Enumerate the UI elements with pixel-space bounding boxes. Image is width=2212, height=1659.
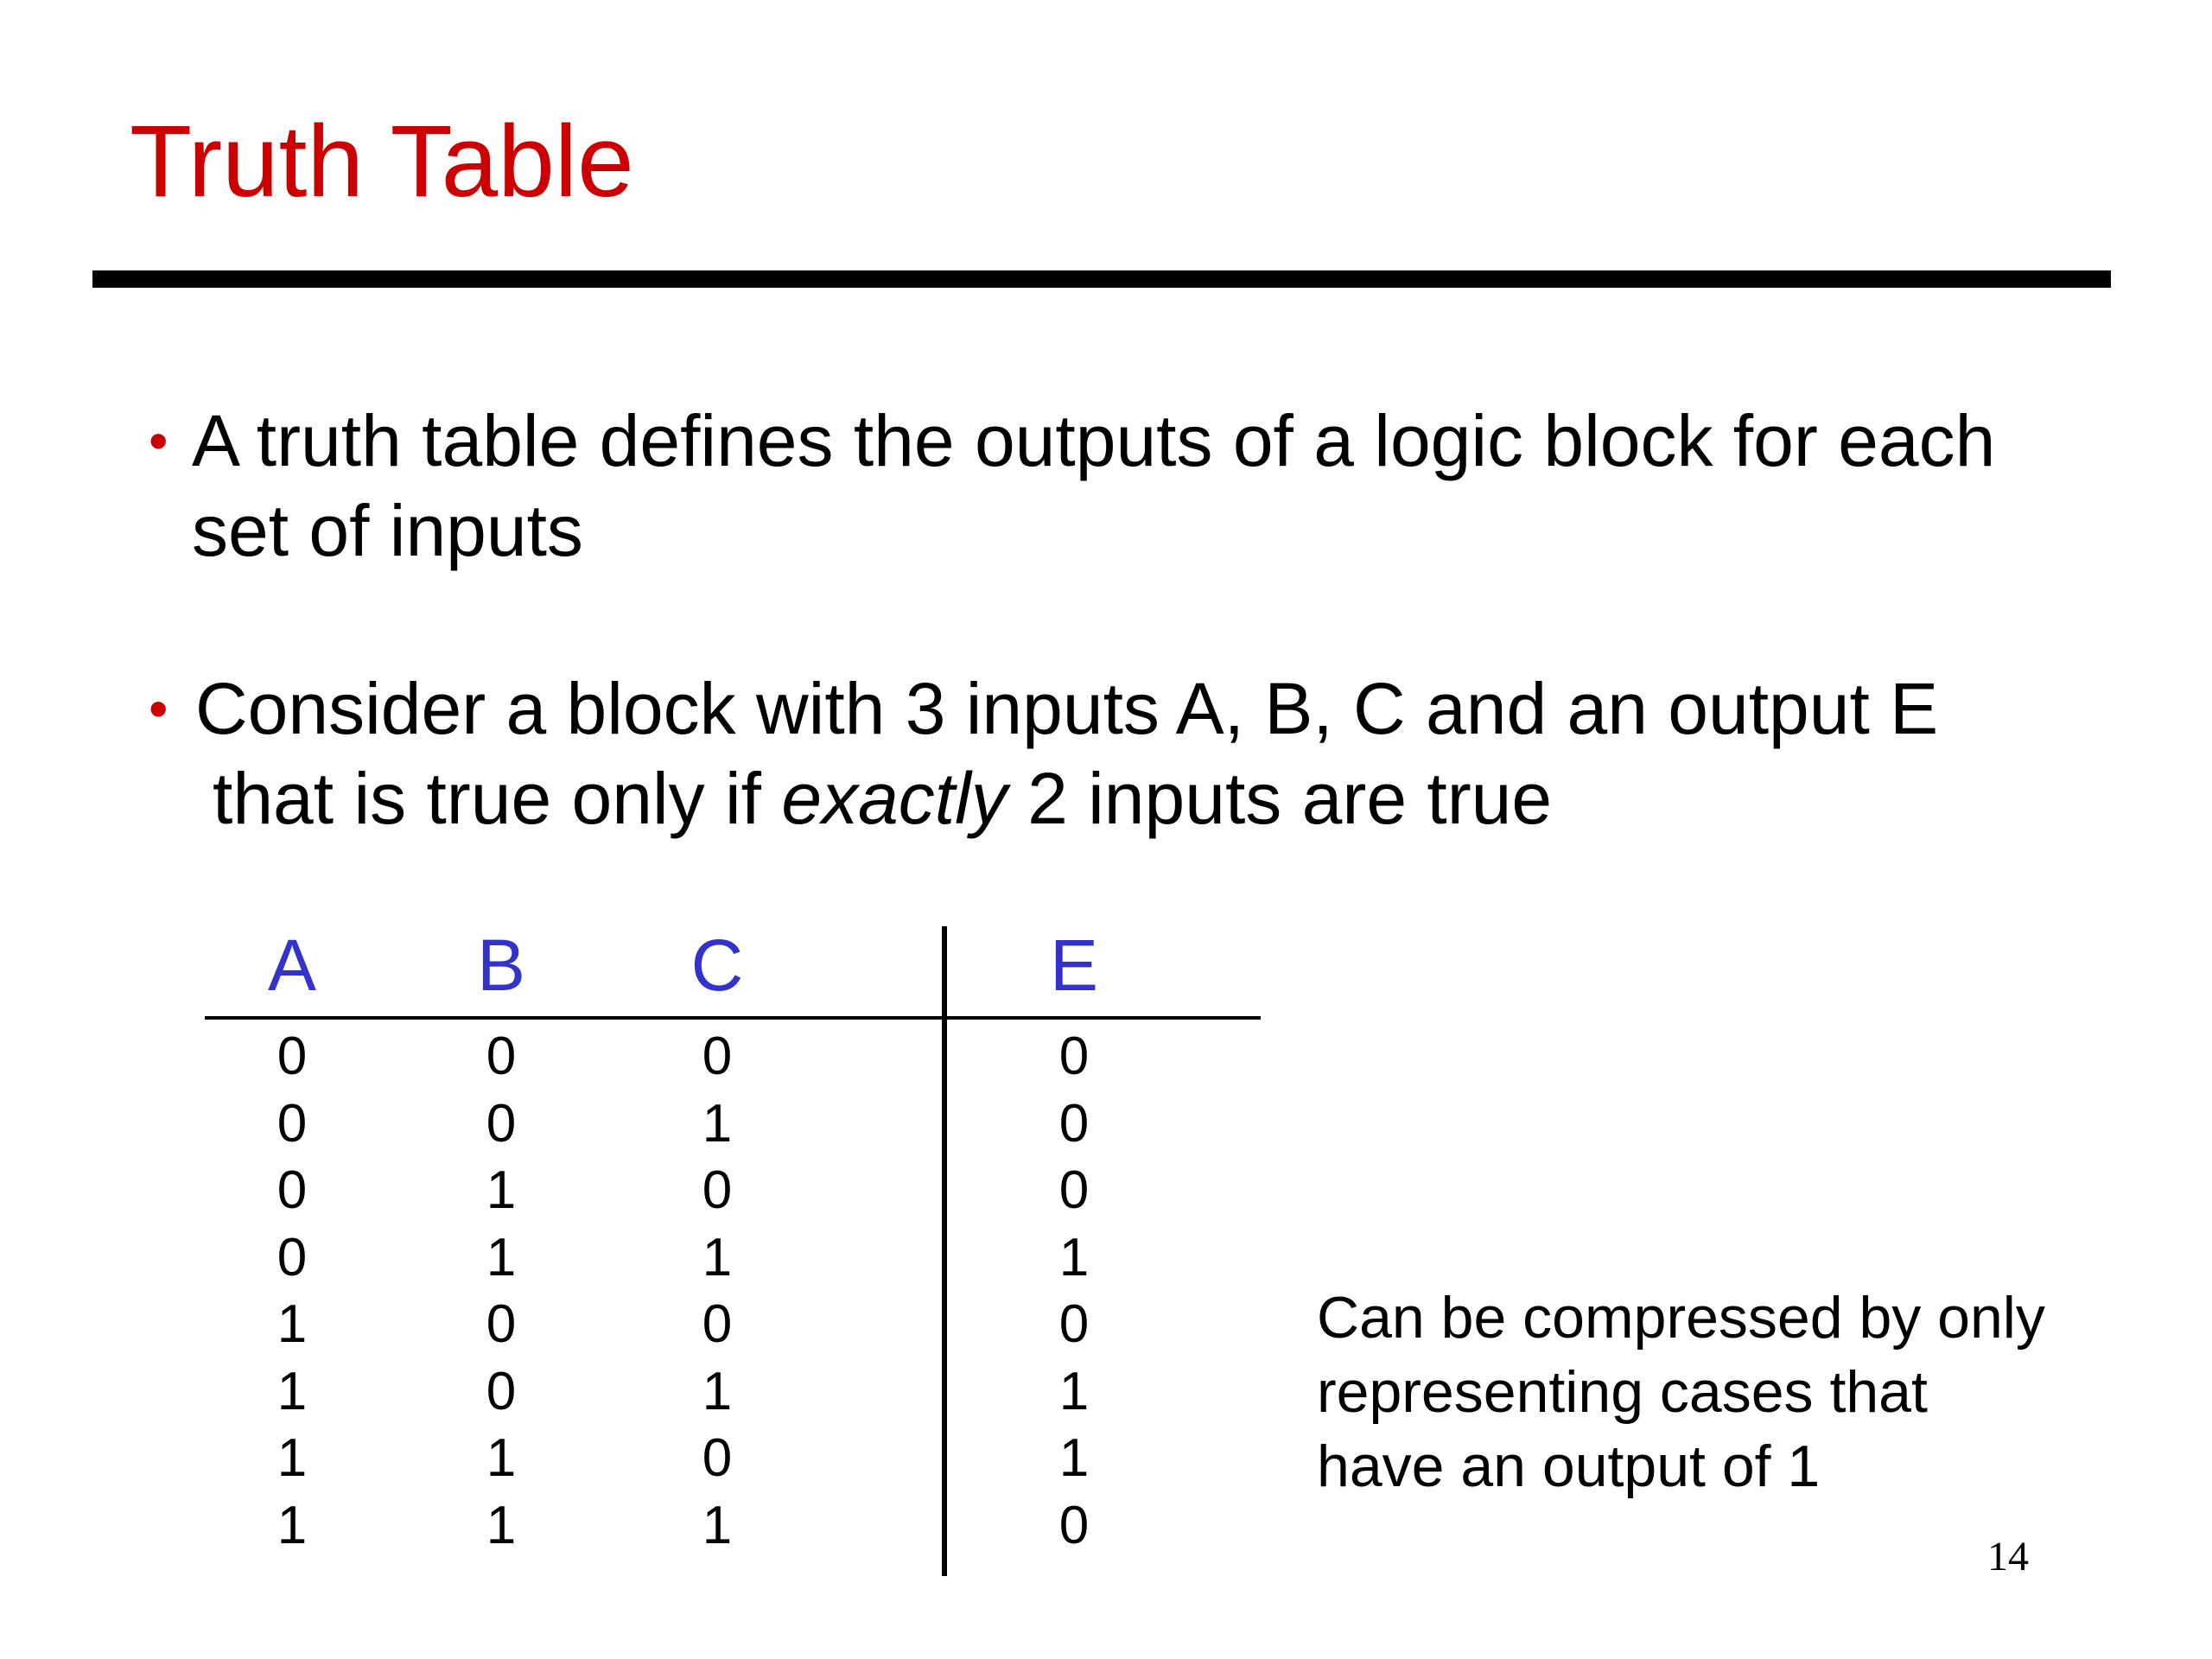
table-cell: 1 (702, 1093, 733, 1154)
table-row (0, 1157, 1210, 1224)
table-header-a: A (267, 925, 317, 1006)
table-header-b: B (476, 925, 526, 1006)
table-cell: 1 (702, 1495, 733, 1555)
bullet-text: 2 inputs are true (1007, 758, 1553, 839)
table-cell: 0 (1058, 1495, 1090, 1555)
table-row (0, 1291, 1210, 1358)
table-row (0, 1492, 1210, 1560)
table-cell: 0 (276, 1227, 308, 1287)
table-cell: 0 (1058, 1294, 1090, 1354)
table-cell: 1 (486, 1160, 517, 1220)
table-cell: 0 (276, 1160, 308, 1220)
table-cell: 1 (276, 1294, 308, 1354)
page-number: 14 (1987, 1534, 2029, 1580)
side-note-line: have an output of 1 (1317, 1433, 1821, 1499)
bullet-line (213, 753, 1938, 843)
side-note-line: representing cases that (1317, 1359, 1928, 1425)
table-cell: 0 (486, 1294, 517, 1354)
table-cell: 0 (1058, 1027, 1090, 1086)
table-cell: 1 (486, 1428, 517, 1488)
table-header-c: C (690, 925, 744, 1006)
emphasis-text: exactly (781, 758, 1007, 839)
table-cell: 0 (486, 1027, 517, 1086)
table-row (0, 1224, 1210, 1292)
title-divider (92, 270, 2111, 288)
table-header-divider (205, 1016, 1261, 1020)
table-cell: 1 (702, 1227, 733, 1287)
table-cell: 1 (276, 1361, 308, 1421)
table-cell: 0 (702, 1027, 733, 1086)
bullet-truth-table-definition (192, 396, 1995, 575)
table-cell: 1 (486, 1495, 517, 1555)
table-cell: 0 (486, 1361, 517, 1421)
bullet-text: that is true only if (213, 758, 782, 839)
table-cell: 1 (1058, 1227, 1090, 1287)
table-cell: 1 (276, 1495, 308, 1555)
side-note (1317, 1281, 2045, 1503)
table-cell: 1 (486, 1227, 517, 1287)
table-row (0, 1425, 1210, 1492)
side-note-line: Can be compressed by only (1317, 1285, 2045, 1351)
table-cell: 0 (702, 1160, 733, 1220)
table-cell: 1 (276, 1428, 308, 1488)
table-cell: 0 (702, 1428, 733, 1488)
table-cell: 0 (1058, 1160, 1090, 1220)
slide-title: Truth Table (130, 105, 634, 219)
bullet-block-example (195, 664, 1938, 843)
table-cell: 0 (276, 1093, 308, 1154)
table-row (0, 1090, 1210, 1158)
table-row (0, 1358, 1210, 1426)
bullet-line: Consider a block with 3 inputs A, B, C and an output E (195, 668, 1939, 749)
bullet-line: set of inputs (192, 490, 583, 571)
table-cell: 1 (1058, 1361, 1090, 1421)
table-cell: 0 (702, 1294, 733, 1354)
table-cell: 0 (276, 1027, 308, 1086)
table-cell: 0 (486, 1093, 517, 1154)
bullet-marker: • (149, 410, 168, 472)
bullet-line: A truth table defines the outputs of a logic block for each (192, 400, 1996, 481)
table-cell: 0 (1058, 1093, 1090, 1154)
bullet-marker: • (149, 677, 168, 740)
table-row (0, 1023, 1210, 1090)
table-cell: 1 (1058, 1428, 1090, 1488)
table-header-e: E (1049, 925, 1099, 1006)
table-cell: 1 (702, 1361, 733, 1421)
